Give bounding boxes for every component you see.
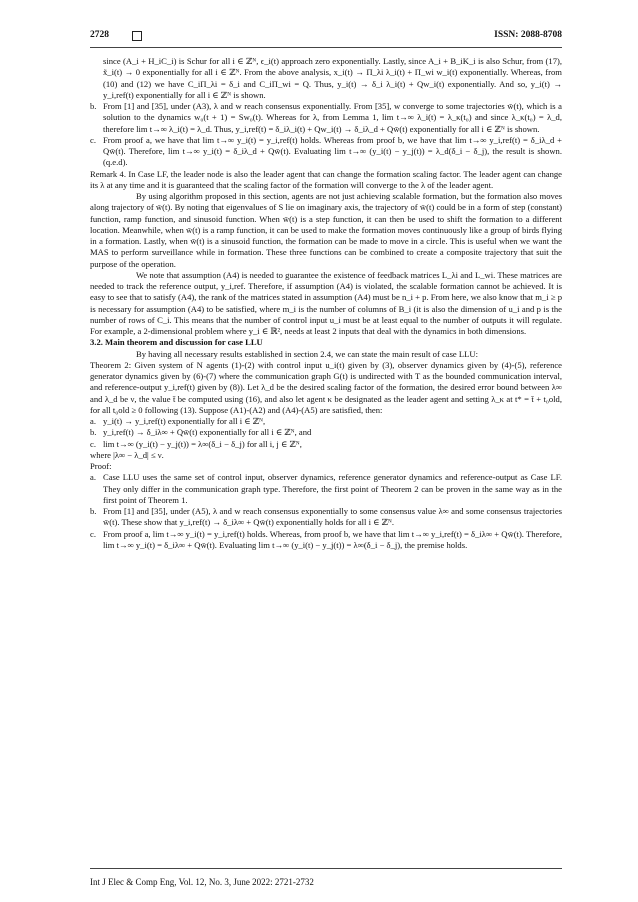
item-label: a.: [90, 416, 96, 426]
page-footer: Int J Elec & Comp Eng, Vol. 12, No. 3, June 2022: 2721-2732: [90, 877, 314, 887]
page-number: 2728: [90, 30, 109, 40]
item-label: a.: [90, 472, 96, 483]
item-text: y_i,ref(t) → δ_iλ∞ + Qw̄(t) exponentially for all i ∈ ℤᴺ, and: [103, 427, 312, 438]
item-text: Case LLU uses the same set of control input, observer dynamics, reference generator dynamics and reference-output as Case LF. They only differ in the communication graph type. Therefore, the first point of Theorem 2 can be proven in the same way as in the first point of Theorem 1.: [103, 472, 562, 505]
issn: ISSN: 2088-8708: [494, 30, 562, 40]
item-label: c.: [90, 528, 96, 539]
proof2-item-c: [90, 529, 562, 552]
algorithm-paragraph: By using algorithm proposed in this section, agents are not just achieving scalable formation, but the formation also moves along trajectory of w̄(t). By noting that eigenvalues of S lie on imaginary axis, the trajectory of w̄(t) could be in a form of step (constant) function, ramp function, and sinusoid function. When w̄(t) is a step function, it can then be used to shift the formation to a different location. Meanwhile, when w̄(t) is a ramp function, it can be used to make the formation moves continuously like a group of birds flying in a formation. Lastly, when w̄(t) is a sinusoid function, the formation can be made to move in a circle. This is useful when we want the MAS to perform surveillance while in formation. These three functions can be combined to create a composite trajectory that suit the purpose of the operation.: [90, 191, 562, 269]
proof-b: [90, 101, 562, 135]
theorem-item-c: [90, 439, 562, 450]
proof-a-continuation: [90, 56, 562, 101]
item-text: From [1] and [35], under (A5), λ and w reach consensus exponentially to some consensus value λ∞ and some consensus trajectories w̄(t). These show that y_i,ref(t) → δ_iλ∞ + Qw̄(t) exponentially holds for all i ∈ ℤᴺ.: [103, 506, 562, 528]
assumption-paragraph: We note that assumption (A4) is needed to guarantee the existence of feedback matrices L_λi and L_wi. These matrices are needed to track the reference output, y_i,ref. Therefore, if assumption (A4) is violated, the scalable formation cannot be achieved. It is easy to see that to satisfy (A4), the rank of the matrices stated in assumption (A4) must be n_i + p. From here, we also know that m_i ≥ p is necessary for assumption (A4) to be satisfied, where m_i is the number of columns of B_i (it is also the dimension of u_i and p is the number of rows of C_i. This means that the number of control input u_i must be at least equal to the number of outputs it will regulate. For example, a 2-dimensional problem where y_i ∈ ℝ², needs at least 2 inputs that deal with the dynamics in both dimensions.: [90, 269, 562, 336]
item-label: c.: [90, 134, 96, 145]
section-heading: 3.2. Main theorem and discussion for case LLU: [90, 337, 263, 348]
item-label: b.: [90, 101, 97, 111]
item-label: b.: [90, 427, 97, 438]
theorem-2: Theorem 2: Given system of N agents (1)-(2) with control input u_i(t) given by (3), observer dynamics given by (4)-(5), reference generator dynamics given by (6)-(7) where the communication graph G(t) is undirected with T as the bounded communication interval, and reference-output y_i,ref(t) given by (8)). Let λ_d be the desired scaling factor of the formation, the desired error bound between λ∞ and λ_d be ν, the value t̄ be computed using (16), and also let agent κ be designated as the leader agent and setting λ_κ at t* = t̄ + t₀old, for all t₀old ≥ 0 following (13). Suppose (A1)-(A2) and (A4)-(A5) are satisfied, then:: [90, 359, 562, 415]
item-text: lim t→∞ (y_i(t) − y_j(t)) = λ∞(δ_i − δ_j) for all i, j ∈ ℤᴺ,: [103, 438, 302, 449]
item-text: From proof a, lim t→∞ y_i(t) = y_i,ref(t) holds. Whereas, from proof b, we have that lim t→∞ y_i,ref(t) = δ_iλ∞ + Qw̄(t). Therefore, lim t→∞ y_i(t) = δ_iλ∞ + Qw̄(t). Evaluating lim t→∞ (y_i(t) − y_j(t)) = λ∞(δ_i − δ_j), the premise holds.: [103, 528, 562, 550]
footer-rule: [90, 868, 562, 869]
paragraph-text: From [1] and [35], under (A3), λ and w reach consensus exponentially. From [35], w converge to some trajectories w̄(t), which is a solution to the dynamics w₀(t + 1) = Sw₀(t). Whereas for λ, from Lemma 1, lim t→∞ λ_i(t) = λ_κ(t₀) and since λ_κ(t₀) = λ_d, therefore lim t→∞ λ_i(t) = λ_d. Thus, y_i,ref(t) = δ_iλ_i(t) + Qw_i(t) → δ_iλ_d + Qw̄(t) exponentially for all i ∈ ℤᴺ is shown.: [103, 101, 562, 134]
where-clause: where |λ∞ − λ_d| ≤ ν.: [90, 449, 164, 460]
theorem-item-a: [90, 416, 562, 427]
header-rule: [90, 47, 562, 48]
paragraph-text: From proof a, we have that lim t→∞ y_i(t) = y_i,ref(t) holds. Whereas from proof b, we have that lim t→∞ y_i,ref(t) = δ_iλ_d + Qw̄(t). Therefore, lim t→∞ y_i(t) = δ_iλ_d + Qw̄(t). Evaluating lim t→∞ (y_i(t) − y_j(t)) = λ_d(δ_i − δ_j), the result is shown. (q.e.d).: [103, 134, 562, 168]
theorem-item-b: [90, 427, 562, 438]
remark-4: Remark 4. In Case LF, the leader node is also the leader agent that can change the formation scaling factor. The leader agent can change its λ at any time and it is guaranteed that the scaling factor of the formation will converge to the λ of the leader agent.: [90, 168, 562, 190]
proof-label: Proof:: [90, 461, 112, 471]
section-intro: By having all necessary results established in section 2.4, we can state the main result of case LLU:: [136, 348, 478, 359]
proof2-item-a: [90, 472, 562, 506]
square-icon: [132, 31, 142, 41]
paragraph-text: since (A_i + H_iC_i) is Schur for all i ∈ ℤᴺ, ϵ_i(t) approach zero exponentially. Lastly, since A_i + B_iK_i is also Schur, from (17), x̃_i(t) → 0 exponentially for all i ∈ ℤᴺ. From the above analysis, x_i(t) → Π_λi λ_i(t) + Π_wi w_i(t) exponentially. Whereas, from (10) and (12) we have C_iΠ_λi = δ_i and C_iΠ_wi = Q. Thus, y_i(t) → δ_i λ_i(t) + Qw_i(t) exponentially. And so, y_i(t) → y_i,ref(t) exponentially for all i ∈ ℤᴺ is shown.: [103, 56, 562, 100]
item-label: b.: [90, 506, 97, 516]
page-body: [90, 56, 562, 551]
item-text: y_i(t) → y_i,ref(t) exponentially for all i ∈ ℤᴺ,: [103, 416, 266, 426]
proof2-item-b: [90, 506, 562, 529]
page-header: [90, 30, 562, 46]
item-label: c.: [90, 438, 96, 449]
proof-c: [90, 135, 562, 169]
